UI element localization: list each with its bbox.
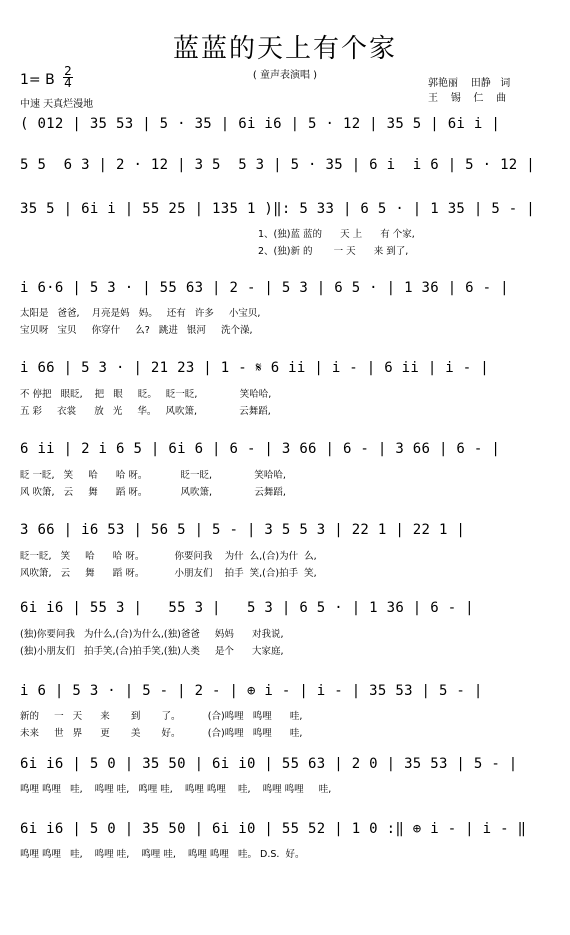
notation-row-8: 6i i6 | 55 3 | 55 3 | 5 3 | 6 5 · | 1 36 | 6 - | — [20, 600, 474, 616]
time-signature-top: 2 — [64, 64, 72, 78]
notation-row-3: 35 5 | 6i i | 55 25 | 135 1 )‖: 5 33 | 6 5 · | 1 35 | 5 - | — [20, 201, 535, 217]
time-signature-bottom: 4 — [64, 76, 72, 90]
notation-row-1: ( 012 | 35 53 | 5 · 35 | 6i i6 | 5 · 12 | 35 5 | 6i i | — [20, 116, 501, 132]
lyric-row-6-verse-1: 眨 一眨, 笑 哈 哈 呀。 眨一眨, 笑哈哈, — [20, 470, 286, 481]
lyric-row-4-verse-2: 宝贝呀 宝贝 你穿什 么? 跳进 银河 洗个澡, — [20, 325, 253, 336]
notation-row-11: 6i i6 | 5 0 | 35 50 | 6i i0 | 55 52 | 1 0 :‖ ⊕ i - | i - ‖ — [20, 821, 527, 837]
lyric-row-11: 鸣哩 鸣哩 哇, 鸣哩 哇, 鸣哩 哇, 鸣哩 鸣哩 哇。 D.S. 好。 — [20, 849, 305, 860]
notation-row-9: i 6 | 5 3 · | 5 - | 2 - | ⊕ i - | i - | 35 53 | 5 - | — [20, 683, 483, 699]
composer-credit: 王 锡 仁 曲 — [428, 93, 507, 104]
lyric-row-7-verse-1: 眨一眨, 笑 哈 哈 呀。 你要问我 为什 么,(合)为什 么, — [20, 551, 317, 562]
time-signature — [63, 66, 73, 89]
lyric-row-9-verse-2: 未来 世 界 更 美 好。 (合)鸣哩 鸣哩 哇, — [20, 728, 303, 739]
notation-row-4: i 6·6 | 5 3 · | 55 63 | 2 - | 5 3 | 6 5 · | 1 36 | 6 - | — [20, 280, 509, 296]
song-title: 蓝蓝的天上有个家 — [172, 34, 397, 64]
lyric-row-4-verse-1: 太阳是 爸爸, 月亮是妈 妈。 还有 许多 小宝贝, — [20, 308, 261, 319]
tempo-marking: 中速 天真烂漫地 — [20, 99, 94, 110]
lyric-row-5-verse-1: 不 停把 眼眨, 把 眼 眨。 眨一眨, 笑哈哈, — [20, 389, 272, 400]
lyric-row-10: 鸣哩 鸣哩 哇, 鸣哩 哇, 鸣哩 哇, 鸣哩 鸣哩 哇, 鸣哩 鸣哩 哇, — [20, 784, 332, 795]
lyric-row-8-verse-1: (独)你要问我 为什么,(合)为什么,(独)爸爸 妈妈 对我说, — [20, 629, 284, 640]
song-subtitle: ( 童声表演唱 ) — [252, 70, 318, 81]
notation-row-10: 6i i6 | 5 0 | 35 50 | 6i i0 | 55 63 | 2 0 | 35 53 | 5 - | — [20, 756, 518, 772]
key-signature: 1= B — [20, 72, 55, 88]
lyric-row-6-verse-2: 风 吹箫, 云 舞 蹈 呀。 风吹箫, 云舞蹈, — [20, 487, 286, 498]
lyric-row-3-verse-2: 2、(独)新 的 一 天 来 到了, — [258, 246, 409, 257]
lyric-row-5-verse-2: 五 彩 衣裳 放 光 华。 风吹箫, 云舞蹈, — [20, 406, 271, 417]
lyric-row-9-verse-1: 新的 一 天 来 到 了。 (合)鸣哩 鸣哩 哇, — [20, 711, 303, 722]
lyric-row-7-verse-2: 风吹箫, 云 舞 蹈 呀。 小朋友们 拍手 笑,(合)拍手 笑, — [20, 568, 317, 579]
credits — [428, 76, 510, 106]
notation-row-7: 3 66 | i6 53 | 56 5 | 5 - | 3 5 5 3 | 22 1 | 22 1 | — [20, 522, 466, 538]
notation-row-2: 5 5 6 3 | 2 · 12 | 3 5 5 3 | 5 · 35 | 6 i i 6 | 5 · 12 | — [20, 157, 535, 173]
lyric-row-3-verse-1: 1、(独)蓝 蓝的 天 上 有 个家, — [258, 229, 415, 240]
lyric-row-8-verse-2: (独)小朋友们 拍手笑,(合)拍手笑,(独)人类 是个 大家庭, — [20, 646, 284, 657]
notation-row-5: i 66 | 5 3 · | 21 23 | 1 - 𝄋 6 ii | i - | 6 ii | i - | — [20, 360, 489, 376]
lyricist-credit: 郭艳丽 田静 词 — [428, 78, 511, 89]
notation-row-6: 6 ii | 2 i 6 5 | 6i 6 | 6 - | 3 66 | 6 - | 3 66 | 6 - | — [20, 441, 501, 457]
